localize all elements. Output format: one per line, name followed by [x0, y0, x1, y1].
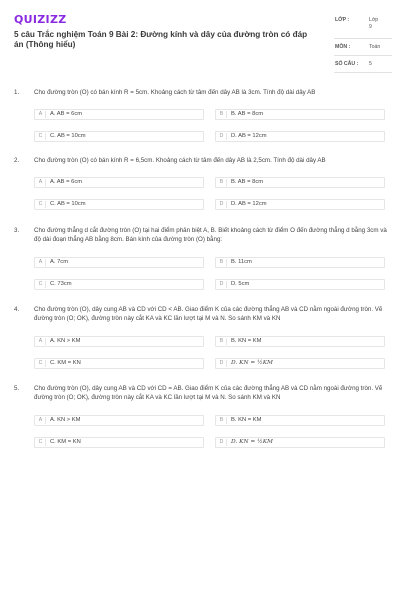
- option-letter: A: [36, 259, 46, 266]
- option-d[interactable]: [215, 131, 385, 142]
- worksheet-meta: [334, 16, 392, 73]
- option-letter: B: [217, 417, 227, 424]
- meta-value: Toán: [369, 44, 381, 50]
- option-b[interactable]: [215, 177, 385, 188]
- option-text: D. KN = ½KM: [231, 439, 273, 445]
- option-d[interactable]: [215, 279, 385, 290]
- option-letter: A: [36, 111, 46, 118]
- option-text: D. KN = ½KM: [231, 360, 273, 366]
- option-c[interactable]: [34, 358, 204, 369]
- option-letter: D: [217, 281, 227, 288]
- option-letter: D: [217, 201, 227, 208]
- option-text: C. 73cm: [50, 281, 72, 287]
- question-text: Cho đường tròn (O) có bán kính R = 5cm. Khoảng cách từ tâm đến dây AB là 3cm. Tính độ dài dây AB: [34, 89, 316, 96]
- option-c[interactable]: [34, 279, 204, 290]
- option-text: B. KN = KM: [231, 338, 262, 344]
- option-text: A. AB = 6cm: [50, 111, 83, 117]
- option-text: B. AB = 8cm: [231, 179, 264, 185]
- question-text: Cho đường tròn (O), dây cung AB và CD với CD < AB. Giao điểm K của các đường thẳng AB và CD nằm ngoài đường tròn. Vẽ đường tròn (O; OK), đường tròn này cắt KA và KC lần lượt tại M và N. So sánh KM và KN: [34, 306, 383, 322]
- quizizz-logo: QUIZIZZ: [14, 13, 67, 26]
- option-letter: B: [217, 111, 227, 118]
- question-number: 2.: [14, 157, 20, 164]
- option-letter: C: [36, 439, 46, 446]
- option-text: A. 7cm: [50, 259, 69, 265]
- option-a[interactable]: [34, 415, 204, 426]
- meta-label: MÔN :: [335, 44, 351, 50]
- meta-row-count: [334, 59, 392, 73]
- option-b[interactable]: [215, 109, 385, 120]
- option-text: C. AB = 10cm: [50, 133, 86, 139]
- option-text: C. KM = KN: [50, 360, 81, 366]
- option-letter: A: [36, 417, 46, 424]
- option-letter: B: [217, 259, 227, 266]
- question-text: Cho đường tròn (O), dây cung AB và CD với CD = AB. Giao điểm K của các đường thẳng AB và CD nằm ngoài đường tròn. Vẽ đường tròn (O; OK), đường tròn này cắt KA và KC lần lượt tại M và N. So sánh KM và KN: [34, 385, 383, 401]
- option-text: A. AB = 6cm: [50, 179, 83, 185]
- option-d[interactable]: [215, 199, 385, 210]
- question-number: 3.: [14, 227, 20, 234]
- option-text: B. 11cm: [231, 259, 252, 265]
- option-text: B. AB = 8cm: [231, 111, 264, 117]
- question-number: 5.: [14, 385, 20, 392]
- option-letter: C: [36, 133, 46, 140]
- option-letter: B: [217, 338, 227, 345]
- option-letter: D: [217, 133, 227, 140]
- option-a[interactable]: [34, 177, 204, 188]
- option-letter: C: [36, 281, 46, 288]
- worksheet-title: 5 câu Trắc nghiệm Toán 9 Bài 2: Đường kính và dây của đường tròn có đáp án (Thông hiểu): [14, 30, 308, 49]
- option-letter: D: [217, 439, 227, 446]
- option-text: D. AB = 12cm: [231, 133, 267, 139]
- question-text: Cho đường thẳng d cắt đường tròn (O) tại hai điểm phân biệt A, B. Biết khoảng cách từ điểm O đến đường thẳng d bằng 3cm và độ dài đoạn thẳng AB bằng 8cm. Bán kính của đường tròn (O) bằng:: [34, 227, 387, 243]
- option-text: A. KN > KM: [50, 417, 81, 423]
- option-a[interactable]: [34, 336, 204, 347]
- option-b[interactable]: [215, 336, 385, 347]
- option-text: D. AB = 12cm: [231, 201, 267, 207]
- option-text: A. KN > KM: [50, 338, 81, 344]
- question-number: 1.: [14, 89, 20, 96]
- option-b[interactable]: [215, 257, 385, 268]
- option-letter: C: [36, 201, 46, 208]
- question-text: Cho đường tròn (O) có bán kính R = 6,5cm. Khoảng cách từ tâm đến dây AB là 2,5cm. Tính độ dài dây AB: [34, 157, 326, 164]
- question-number: 4.: [14, 306, 20, 313]
- meta-value: Lớp 9: [369, 17, 379, 30]
- option-b[interactable]: [215, 415, 385, 426]
- option-c[interactable]: [34, 199, 204, 210]
- option-letter: D: [217, 360, 227, 367]
- option-text: C. AB = 10cm: [50, 201, 86, 207]
- option-d[interactable]: [215, 358, 385, 369]
- option-c[interactable]: [34, 131, 204, 142]
- option-letter: B: [217, 179, 227, 186]
- option-text: D. 5cm: [231, 281, 250, 287]
- option-a[interactable]: [34, 109, 204, 120]
- option-d[interactable]: [215, 437, 385, 448]
- option-letter: A: [36, 338, 46, 345]
- option-letter: A: [36, 179, 46, 186]
- meta-value: 5: [369, 61, 372, 67]
- meta-label: SỐ CÂU :: [335, 61, 359, 67]
- meta-row-subject: [334, 42, 392, 56]
- option-text: B. KN = KM: [231, 417, 262, 423]
- meta-label: LỚP :: [335, 17, 350, 23]
- option-text: C. KM = KN: [50, 439, 81, 445]
- option-c[interactable]: [34, 437, 204, 448]
- option-letter: C: [36, 360, 46, 367]
- option-a[interactable]: [34, 257, 204, 268]
- meta-row-class: [334, 16, 392, 39]
